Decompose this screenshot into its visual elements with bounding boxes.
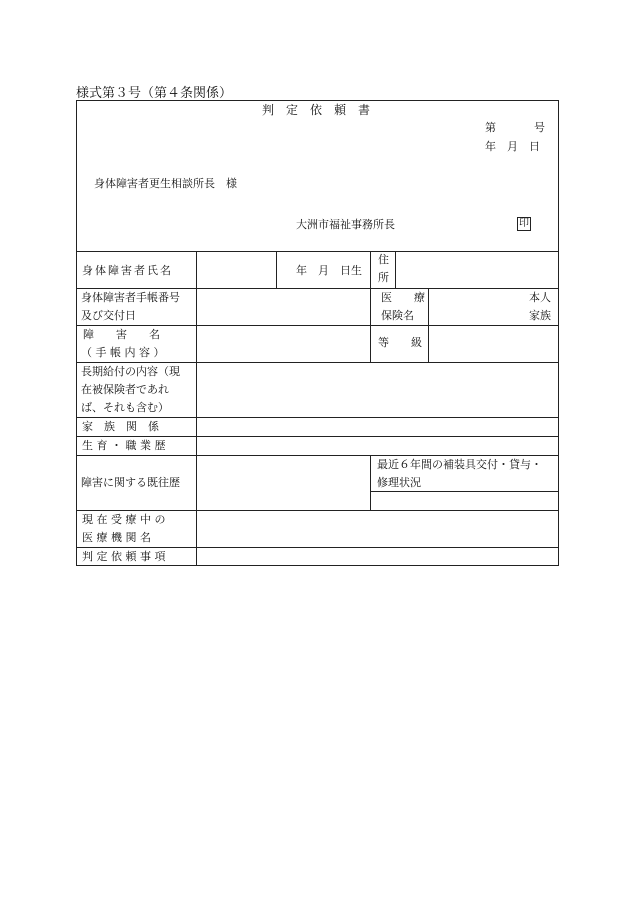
form-number-label: 様式第３号（第４条関係）	[76, 86, 233, 101]
insurance-label-line1: 医 療	[381, 291, 425, 304]
row-divider	[76, 547, 559, 548]
column-divider	[395, 251, 396, 288]
disability-label-line2: （ 手 帳 内 容 ）	[81, 346, 165, 359]
insurance-label-line2: 保険名	[381, 309, 414, 322]
birth-date-label: 年 月 日生	[296, 264, 362, 277]
handbook-label-line1: 身体障害者手帳番号	[81, 291, 180, 304]
equipment-label-line1: 最近６年間の補装具交付・貸与・	[377, 458, 542, 471]
disability-label-line1: 障 害 名	[83, 328, 160, 341]
insured-self-label: 本人	[529, 291, 551, 304]
sender: 大洲市福祉事務所長	[296, 218, 395, 231]
grade-label: 等 級	[378, 336, 422, 349]
row-divider	[76, 436, 559, 437]
insured-family-label: 家族	[529, 309, 551, 322]
seal-mark: 印	[519, 218, 529, 229]
row-divider	[76, 455, 559, 456]
request-date: 年 月 日	[485, 140, 540, 153]
medical-label-line1: 現 在 受 療 中 の	[82, 513, 166, 526]
row-divider	[76, 325, 559, 326]
row-divider	[76, 288, 559, 289]
column-divider	[370, 455, 371, 510]
column-divider	[370, 251, 371, 362]
benefit-label-line1: 長期給付の内容（現	[81, 365, 180, 378]
medical-label-line2: 医 療 機 関 名	[82, 531, 151, 544]
benefit-label-line3: ば、それも含む）	[81, 401, 169, 414]
number-suffix: 号	[534, 121, 545, 134]
form-title: 判 定 依 頼 書	[262, 103, 371, 117]
family-label: 家 族 関 係	[82, 420, 159, 433]
label-column-divider	[196, 251, 197, 566]
row-divider	[76, 510, 559, 511]
addressee: 身体障害者更生相談所長 様	[94, 177, 237, 190]
request-items-label: 判 定 依 頼 事 項	[82, 550, 166, 563]
address-label-bottom: 所	[378, 271, 389, 284]
equipment-label-line2: 修理状況	[377, 476, 421, 489]
benefit-label-line2: 在被保険者であれ	[81, 383, 169, 396]
career-label: 生 育 ・ 職 業 歴	[82, 439, 166, 452]
row-divider	[76, 362, 559, 363]
row-divider	[76, 251, 559, 252]
column-divider	[276, 251, 277, 288]
history-label: 障害に関する既往歴	[81, 476, 180, 489]
row-divider	[370, 491, 559, 492]
name-label: 身体障害者氏名	[82, 264, 173, 277]
number-prefix: 第	[485, 121, 496, 134]
address-label-top: 住	[378, 253, 389, 266]
row-divider	[76, 417, 559, 418]
handbook-label-line2: 及び交付日	[81, 309, 136, 322]
column-divider	[428, 288, 429, 362]
